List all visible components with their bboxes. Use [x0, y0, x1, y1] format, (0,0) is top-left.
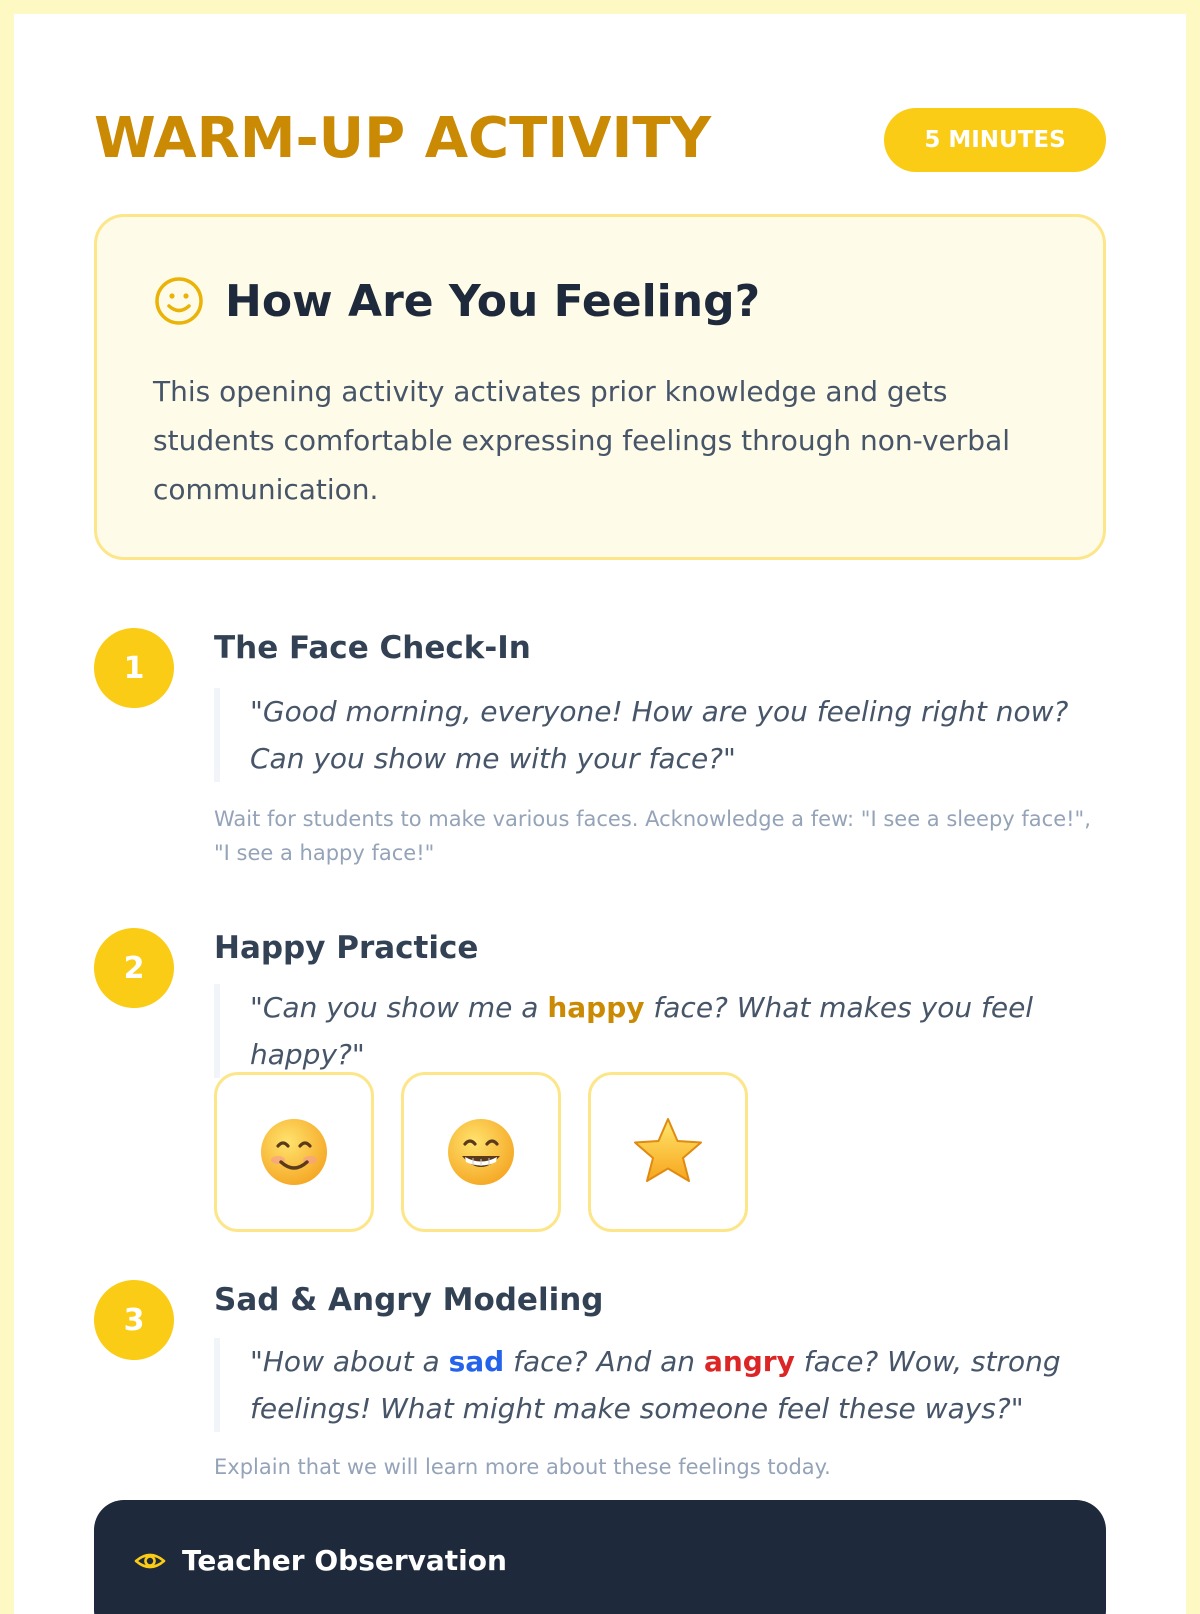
smile-icon	[153, 275, 205, 327]
emoji-card-smiling[interactable]	[214, 1072, 374, 1232]
step-quote: "Good morning, everyone! How are you feeling right now? Can you show me with your face?"	[214, 688, 1106, 782]
page-title: WARM-UP ACTIVITY	[94, 106, 712, 171]
quote-text: face? What makes you feel happy?"	[250, 991, 1034, 1071]
teacher-observation-panel	[94, 1500, 1106, 1614]
step-title: Sad & Angry Modeling	[214, 1282, 604, 1318]
observation-heading	[134, 1544, 507, 1577]
highlight-angry: angry	[703, 1345, 795, 1378]
intro-title: How Are You Feeling?	[225, 275, 761, 327]
eye-icon	[134, 1545, 166, 1577]
grinning-face-emoji-icon	[445, 1116, 517, 1188]
highlight-happy: happy	[547, 991, 645, 1024]
step-quote	[214, 984, 1106, 1078]
observation-title: Teacher Observation	[182, 1544, 507, 1577]
emoji-card-star[interactable]	[588, 1072, 748, 1232]
step-note: Wait for students to make various faces. Acknowledge a few: "I see a sleepy face!", "I see a happy face!"	[214, 807, 1091, 865]
intro-description: This opening activity activates prior knowledge and gets students comfortable expressing feelings through non-verbal communication.	[153, 375, 1011, 506]
step-number-badge: 3	[94, 1280, 174, 1360]
activity-header	[94, 104, 1106, 174]
step-number-badge: 2	[94, 928, 174, 1008]
highlight-sad: sad	[448, 1345, 505, 1378]
quote-text: "Can you show me a	[250, 991, 539, 1024]
quote-text: face? And an	[513, 1345, 696, 1378]
emoji-options	[214, 1072, 775, 1232]
step-title: Happy Practice	[214, 930, 479, 966]
intro-heading	[153, 275, 760, 327]
quote-text: "How about a	[250, 1345, 440, 1378]
smiling-face-emoji-icon	[258, 1116, 330, 1188]
emoji-card-grinning[interactable]	[401, 1072, 561, 1232]
star-emoji-icon	[630, 1114, 706, 1190]
intro-card	[94, 214, 1106, 560]
lesson-page	[14, 14, 1186, 1614]
step-2	[94, 928, 1106, 1248]
step-quote	[214, 1338, 1106, 1432]
step-1	[94, 628, 1106, 878]
step-note: Explain that we will learn more about these feelings today.	[214, 1455, 831, 1479]
step-title: The Face Check-In	[214, 630, 531, 666]
quote-text: face? Wow, strong feelings! What might make someone feel these ways?"	[250, 1345, 1061, 1425]
duration-badge: 5 MINUTES	[884, 108, 1106, 172]
step-number-badge: 1	[94, 628, 174, 708]
step-3	[94, 1280, 1106, 1500]
